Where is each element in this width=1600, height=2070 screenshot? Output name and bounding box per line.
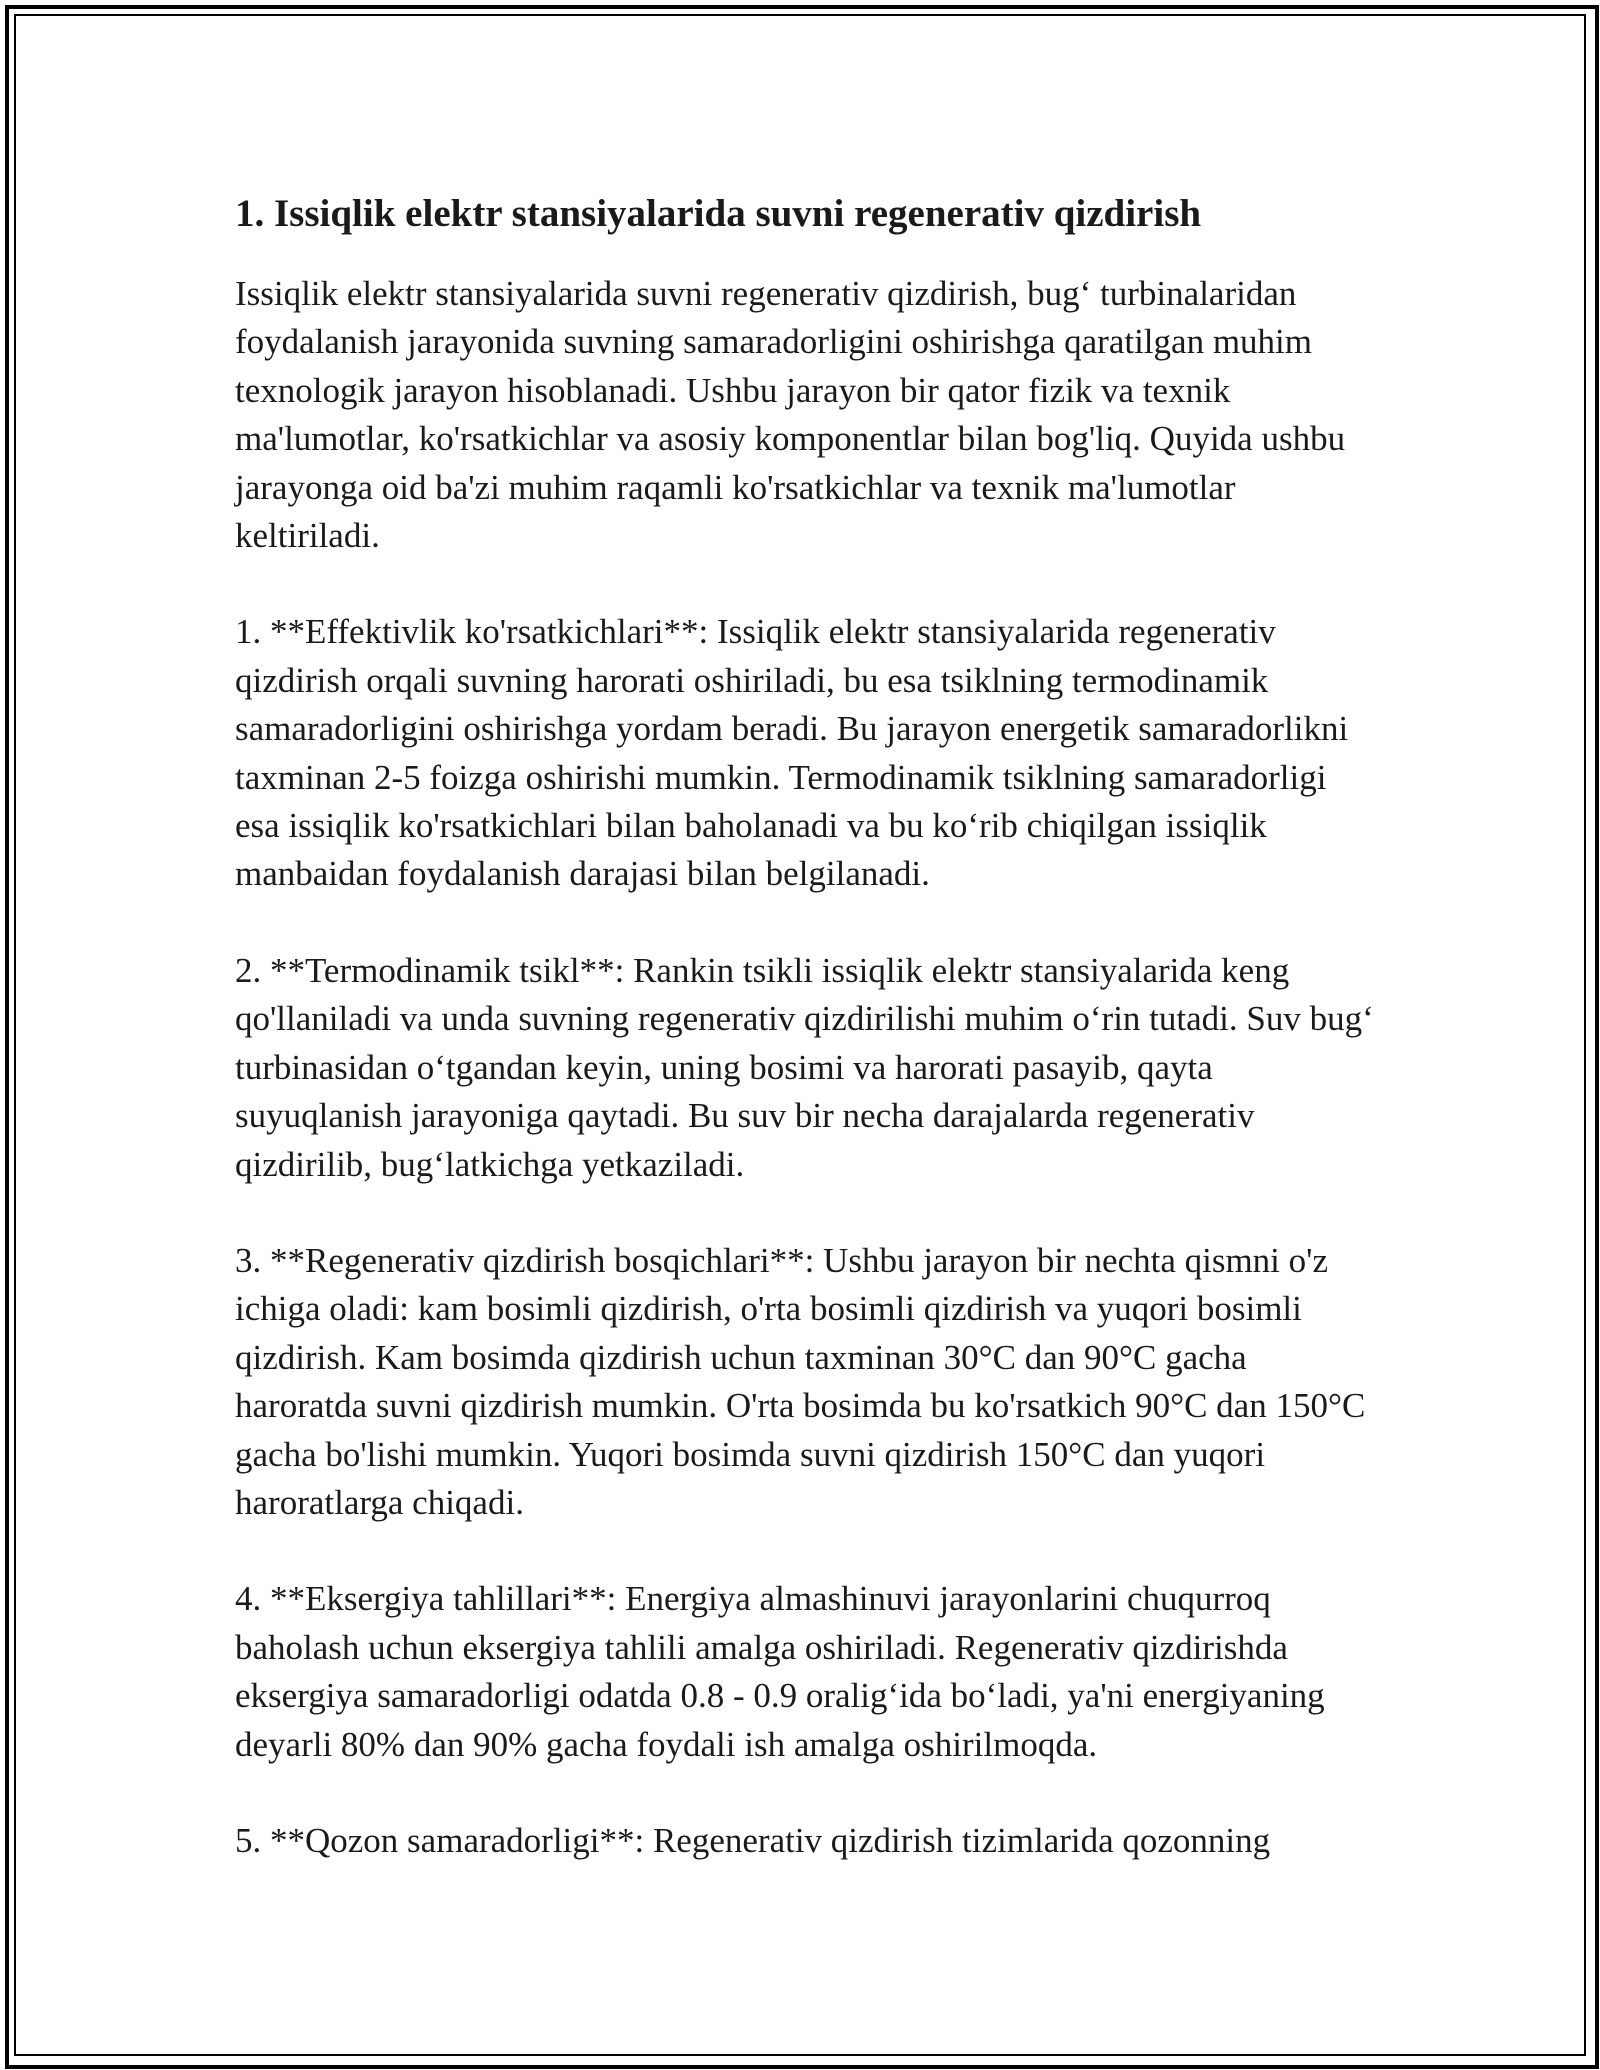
document-title: 1. Issiqlik elektr stansiyalarida suvni regenerativ qizdirish <box>235 192 1202 235</box>
intro-paragraph: Issiqlik elektr stansiyalarida suvni regenerativ qizdirish, bug‘ turbinalaridan foydalanish jarayonida suvning samaradorligini oshirishga qaratilgan muhim texnologik jarayon hisoblanadi. Ushbu jarayon bir qator fizik va texnik ma'lumotlar, ko'rsatkichlar va asosiy komponentlar bilan bog'liq. Quyida ushbu jarayonga oid ba'zi muhim raqamli ko'rsatkichlar va texnik ma'lumotlar keltiriladi. <box>235 274 1346 556</box>
list-item-termodinamik-tsikl: 2. **Termodinamik tsikl**: Rankin tsikli issiqlik elektr stansiyalarida keng qo'llaniladi va unda suvning regenerativ qizdirilishi muhim o‘rin tutadi. Suv bug‘ turbinasidan o‘tgandan keyin, uning bosimi va harorati pasayib, qayta suyuqlanish jarayoniga qaytadi. Bu suv bir necha darajalarda regenerativ qizdirilib, bug‘latkichga yetkaziladi. <box>235 950 1374 1184</box>
list-item-effektivlik: 1. **Effektivlik ko'rsatkichlari**: Issiqlik elektr stansiyalarida regenerativ qizdirish orqali suvning harorati oshiriladi, bu esa tsiklning termodinamik samaradorligini oshirishga yordam beradi. Bu jarayon energetik samaradorlikni taxminan 2-5 foizga oshirishi mumkin. Termodinamik tsiklning samaradorligi esa issiqlik ko'rsatkichlari bilan baholanadi va bu ko‘rib chiqilgan issiqlik manbaidan foydalanish darajasi bilan belgilanadi. <box>235 612 1349 894</box>
list-item-eksergiya: 4. **Eksergiya tahlillari**: Energiya almashinuvi jarayonlarini chuqurroq baholash uchun eksergiya tahlili amalga oshiriladi. Regenerativ qizdirishda eksergiya samaradorligi odatda 0.8 - 0.9 oralig‘ida bo‘ladi, ya'ni energiyaning deyarli 80% dan 90% gacha foydali ish amalga oshirilmoqda. <box>235 1579 1325 1764</box>
list-item-qozon: 5. **Qozon samaradorligi**: Regenerativ qizdirish tizimlarida qozonning <box>235 1820 1271 1860</box>
document-page <box>235 188 1375 1913</box>
list-item-bosqichlari: 3. **Regenerativ qizdirish bosqichlari**: Ushbu jarayon bir nechta qismni o'z ichiga oladi: kam bosimli qizdirish, o'rta bosimli qizdirish va yuqori bosimli qizdirish. Kam bosimda qizdirish uchun taxminan 30°C dan 90°C gacha haroratda suvni qizdirish mumkin. O'rta bosimda bu ko'rsatkich 90°C dan 150°C gacha bo'lishi mumkin. Yuqori bosimda suvni qizdirish 150°C dan yuqori haroratlarga chiqadi. <box>235 1240 1366 1522</box>
